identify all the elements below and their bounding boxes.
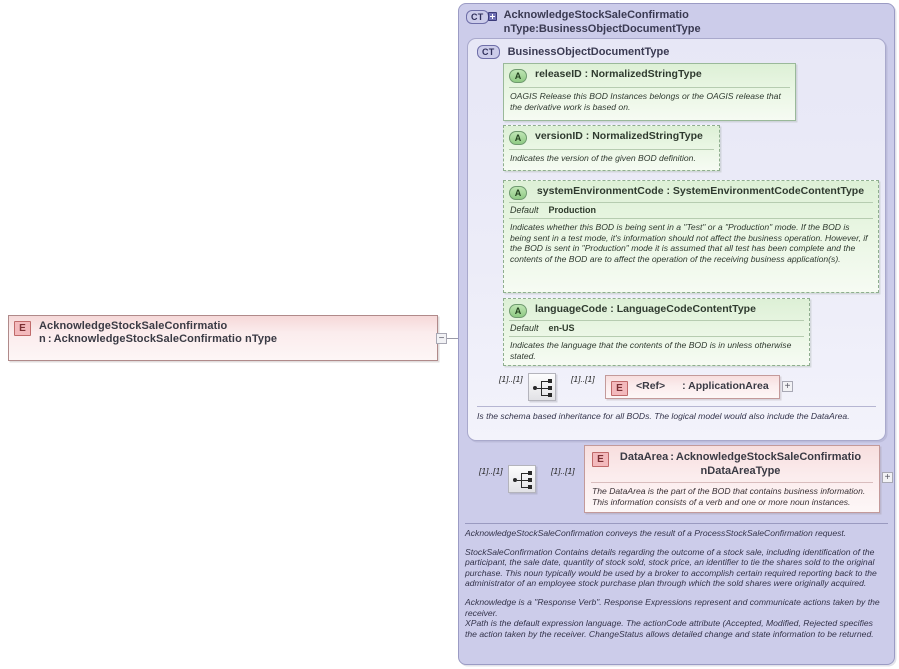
attribute-doc-languagecode: Indicates the language that the contents of the BOD is in unless otherwise stated.	[510, 340, 792, 361]
documentation-block	[465, 528, 883, 639]
element-badge-icon: E	[592, 452, 609, 467]
attribute-badge-icon: A	[509, 186, 527, 200]
attribute-box-versionid[interactable]	[503, 125, 720, 171]
sequence-node-2	[548, 386, 552, 390]
attribute-type-languagecode: LanguageCodeContentType	[616, 303, 756, 315]
attribute-badge-icon: A	[509, 69, 527, 83]
attribute-doc-systemenvironmentcode: Indicates whether this BOD is being sent in a "Test" or a "Production" mode. If the BOD is being sent in a test mode, it's information should not affect the business operation. However, if the BOD is sent in "Production" mode it is assumed that all test has been complete and the contents of the BOD are to affect the operation of the receiving business application(s).	[510, 222, 868, 264]
attribute-title-systemenvironmentcode	[535, 185, 872, 198]
attribute-type-versionid: NormalizedStringType	[592, 130, 703, 142]
root-element-name: AcknowledgeStockSaleConfirmatio n	[39, 320, 228, 345]
root-element-collapse-toggle[interactable]: −	[436, 333, 447, 344]
cardinality-dataarea-left: [1]..[1]	[479, 466, 503, 476]
attribute-separator: :	[584, 68, 589, 80]
application-area-ref-box[interactable]	[605, 375, 780, 399]
sequence-node-1	[548, 379, 552, 383]
attribute-separator: :	[666, 185, 670, 197]
sequence-node-1	[528, 471, 532, 475]
attribute-box-systemenvironmentcode[interactable]	[503, 180, 879, 293]
application-area-ref-name: <Ref>	[636, 380, 666, 392]
application-area-expand-toggle[interactable]: +	[782, 381, 793, 392]
inner-complextype-title: BusinessObjectDocumentType	[507, 45, 670, 58]
root-element-separator: :	[47, 333, 52, 345]
attribute-default-value: Production	[548, 205, 597, 215]
sequence-node-3	[548, 393, 552, 397]
documentation-paragraph-2: StockSaleConfirmation Contains details regarding the outcome of a stock sale, including identification of the participant, the sale date, quantity of stock sold, stock price, an identifier to tie the shares sold to the original purchase. This noun typically would be used by a broker to accomplish certain required reporting back to the administrator of an employee stock purchase plan through which the sold shares were originally acquired.	[465, 546, 877, 589]
application-area-ref-header	[606, 376, 779, 400]
outer-complextype-header	[459, 4, 894, 39]
data-area-name: DataArea	[619, 451, 669, 463]
data-area-doc: The DataArea is the part of the BOD that contains business information. This information consists of a verb and one or more noun instances.	[592, 486, 866, 507]
attribute-name-languagecode: languageCode	[535, 303, 608, 315]
complextype-badge-icon: CT	[466, 10, 489, 24]
attribute-name-versionid: versionID	[535, 130, 583, 142]
data-area-header	[585, 446, 879, 482]
inner-complextype-footer-doc: Is the schema based inheritance for all BODs. The logical model would also include the DataArea.	[477, 411, 850, 421]
attribute-title-versionid	[535, 130, 713, 143]
element-badge-icon: E	[611, 381, 628, 396]
data-area-type: AcknowledgeStockSaleConfirmatio nDataAreaType	[675, 451, 862, 477]
root-element-title	[39, 320, 431, 346]
sequence-compositor-icon-apparea[interactable]	[528, 373, 556, 401]
sequence-node-3	[528, 485, 532, 489]
sequence-branch-3	[521, 487, 528, 488]
application-area-ref-title	[636, 380, 769, 394]
attribute-default-value: en-US	[548, 323, 575, 333]
sequence-branch-2	[541, 388, 548, 389]
attribute-header-languagecode	[504, 299, 809, 320]
attribute-doc-releaseid: OAGIS Release this BOD Instances belongs or the OAGIS release that the derivative work is based on.	[510, 91, 781, 112]
inner-complextype-badge-icon: CT	[477, 45, 500, 59]
attribute-type-releaseid: NormalizedStringType	[591, 68, 702, 80]
cardinality-apparea-left: [1]..[1]	[499, 374, 523, 384]
sequence-branch-2	[521, 480, 528, 481]
inner-complextype-doc-separator	[477, 406, 876, 407]
application-area-separator: :	[682, 380, 686, 392]
sequence-node-2	[528, 478, 532, 482]
attribute-header-releaseid	[504, 64, 795, 87]
attribute-separator: :	[585, 130, 590, 142]
root-element-type: AcknowledgeStockSaleConfirmatio nType	[53, 333, 278, 345]
cardinality-apparea-right: [1]..[1]	[571, 374, 595, 384]
attribute-badge-icon: A	[509, 131, 527, 145]
attribute-title-releaseid	[535, 68, 789, 81]
attribute-box-releaseid[interactable]	[503, 63, 796, 121]
complextype-expand-icon[interactable]	[488, 12, 497, 21]
outer-complextype-name: AcknowledgeStockSaleConfirmatio nType	[503, 9, 689, 35]
data-area-expand-toggle[interactable]: +	[882, 472, 893, 483]
attribute-default-row-languagecode	[504, 321, 809, 336]
root-element-box[interactable]	[8, 315, 438, 361]
outer-complextype-type: BusinessObjectDocumentType	[538, 22, 701, 35]
cardinality-dataarea-right: [1]..[1]	[551, 466, 575, 476]
attribute-title-languagecode	[535, 303, 803, 316]
documentation-paragraph-3: Acknowledge is a "Response Verb". Response Expressions represent and communicate actions taken by the receiver.	[465, 596, 880, 618]
sequence-compositor-icon-dataarea[interactable]	[508, 465, 536, 493]
sequence-branch-3	[541, 395, 548, 396]
attribute-box-languagecode[interactable]	[503, 298, 810, 366]
data-area-element-box[interactable]	[584, 445, 880, 513]
documentation-paragraph-4: XPath is the default expression language. The actionCode attribute (Accepted, Modified, Rejected specifies the action taken by the receiver. ChangeStatus allows detailed change and state information to be returned.	[465, 618, 874, 639]
attribute-badge-icon: A	[509, 304, 527, 318]
attribute-doc-versionid: Indicates the version of the given BOD definition.	[510, 153, 696, 163]
data-area-separator: :	[670, 451, 674, 463]
application-area-type: ApplicationArea	[688, 380, 769, 392]
documentation-paragraph-1: AcknowledgeStockSaleConfirmation conveys the result of a ProcessStockSaleConfirmation request.	[465, 528, 847, 538]
attribute-name-systemenvironmentcode: systemEnvironmentCode	[536, 185, 664, 197]
inner-complextype-header	[468, 39, 885, 61]
documentation-separator	[465, 523, 888, 524]
attribute-header-versionid	[504, 126, 719, 149]
sequence-branch-1	[541, 381, 548, 382]
attribute-name-releaseid: releaseID	[535, 68, 582, 80]
attribute-default-label: Default	[510, 323, 539, 333]
attribute-default-label: Default	[510, 205, 539, 215]
outer-complextype-separator: :	[535, 22, 539, 35]
attribute-type-systemenvironmentcode: SystemEnvironmentCodeContentType	[672, 185, 865, 197]
sequence-branch-1	[521, 473, 528, 474]
root-element-row	[9, 316, 437, 350]
attribute-default-row-systemenvironmentcode	[504, 203, 878, 218]
attribute-header-systemenvironmentcode	[504, 181, 878, 202]
element-badge-icon: E	[14, 321, 31, 336]
outer-complextype-title	[504, 9, 886, 36]
attribute-separator: :	[610, 303, 614, 315]
data-area-title	[618, 451, 871, 478]
